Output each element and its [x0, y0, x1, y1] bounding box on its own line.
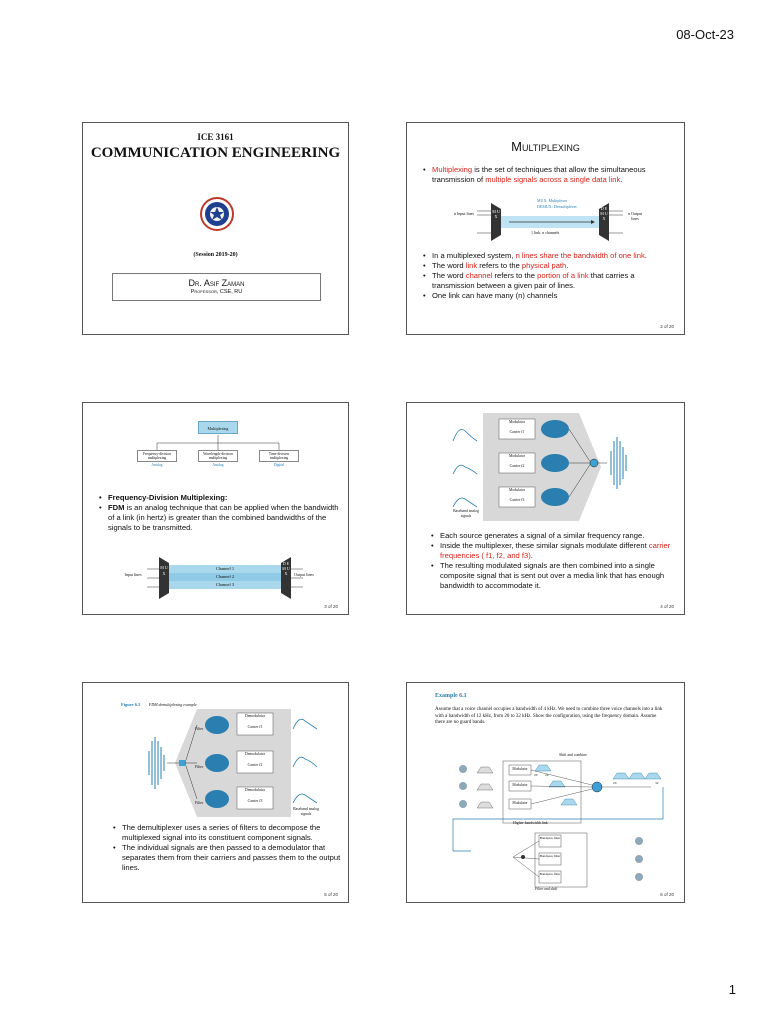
slide-fdm-process [406, 402, 685, 615]
fdm-channel-diagram [121, 553, 314, 603]
demux-label: D E M U X [600, 206, 608, 221]
author-role: Professor, CSE, RU [190, 289, 243, 295]
page-number: 1 [728, 982, 736, 997]
course-code: ICE 3161 [197, 132, 234, 142]
bullet-list [421, 251, 676, 301]
bullet-list [429, 531, 681, 591]
intro-bullet [421, 165, 676, 185]
slide-multiplexing [406, 122, 685, 335]
slide-title [82, 122, 349, 335]
slide-title: Multiplexing [511, 139, 580, 154]
bullet-item: • FDM is an analog technique that can be applied when the bandwidth of a link (in hertz) is greater than the combined bandwidths of the signals to be transmitted. [97, 503, 342, 533]
filter-3-label: Filter [195, 801, 204, 805]
modulator-3: Modulator Carrier f3 [508, 488, 526, 502]
bullet-item: • The word channel refers to the portion of a link that carries a transmission between a given pair of lines. [421, 271, 676, 291]
slide-number: 3 of 20 [324, 604, 338, 609]
bullet-item: • One link can have many (n) channels [421, 291, 676, 301]
fdm-modulation-diagram [451, 411, 641, 523]
tick-24a: 24 [545, 773, 549, 777]
tree-root: Multiplexing [198, 421, 238, 434]
bullet-item: • The word link refers to the physical path. [421, 261, 676, 271]
demux-label: D E M U X [282, 561, 290, 576]
input-lines-label: Input lines [124, 572, 142, 577]
slide-number: 4 of 20 [660, 604, 674, 609]
author-name: Dr. Asif Zaman [188, 278, 245, 288]
taxonomy-tree [133, 419, 303, 479]
output-lines-label: Output lines [294, 572, 314, 577]
tree-node-tdm: Time-division multiplexing Digital [259, 450, 299, 467]
fdm-demux-diagram [121, 707, 321, 819]
bullet-rest: is an analog technique that can be applied when the bandwidth of a link (in hertz) is greater than the combined bandwidths of the signals to be transmitted. [108, 503, 339, 532]
mux-diagram [451, 197, 646, 247]
baseband-label: Baseband analog signals [453, 509, 479, 518]
tree-node-fdm: Frequency-division multiplexing Analog [137, 450, 177, 467]
course-title: COMMUNICATION ENGINEERING [90, 145, 341, 161]
demodulator-3: Demodulator Carrier f3 [244, 788, 266, 803]
bullet-item: • Frequency-Division Multiplexing: [97, 493, 342, 503]
modulator-3: Modulator [512, 801, 528, 805]
bullet-list [97, 493, 342, 533]
slide-number: 5 of 20 [324, 892, 338, 897]
slide-number: 6 of 20 [660, 892, 674, 897]
filter-2-label: Filter [195, 765, 204, 769]
bullet-item: • Inside the multiplexer, these similar signals modulate different carrier frequencies ( f1, f2, and f3). [429, 541, 681, 561]
bandpass-1: Bandpass filter [539, 836, 561, 840]
example-diagram [451, 749, 671, 891]
session: (Session 2019-20) [193, 252, 238, 258]
university-logo-icon [200, 197, 234, 231]
output-lines-label: n Output lines [627, 211, 643, 221]
bullet-item: • The demultiplexer uses a series of filters to decompose the multiplexed signal into its constituent component signals. [111, 823, 343, 843]
slide-fdm [82, 402, 349, 615]
mux-label: M U X [160, 565, 168, 576]
channel-1-label: Channel 1 [215, 566, 235, 571]
legend-demux: DEMUX: Demultiplexer [537, 204, 577, 209]
link-label: 1 link, n channels [531, 230, 560, 235]
tick-20a: 20 [534, 773, 538, 777]
bullet-item: • Multiplexing is the set of techniques that allow the simultaneous transmission of multiple signals across a single data link. [421, 165, 676, 185]
figure-caption: Figure 6.5 FDM demultiplexing example [121, 702, 197, 707]
modulator-1: Modulator Carrier f1 [508, 420, 526, 434]
input-lines-label: n Input lines [454, 211, 474, 216]
modulator-2: Modulator [512, 783, 528, 787]
modulator-2: Modulator Carrier f2 [508, 454, 526, 468]
author-box [112, 273, 321, 301]
bandpass-3: Bandpass filter [539, 872, 561, 876]
shift-combine-label: Shift and combine [559, 753, 587, 757]
example-text: Assume that a voice channel occupies a bandwidth of 4 kHz. We need to combine three voice channels into a link with a bandwidth of 12 kHz, from 20 to 32 kHz. Show the configuration, using the frequency domain. Assume there are no guard bands. [435, 707, 663, 725]
link-label: Higher-bandwidth link [513, 821, 548, 825]
filter-shift-label: Filter and shift [535, 887, 558, 891]
bullet-item: • The resulting modulated signals are then combined into a single composite signal that is sent out over a media link that has enough bandwidth to accommodate it. [429, 561, 681, 591]
example-title: Example 6.1 [435, 693, 467, 699]
tick-20b: 20 [613, 781, 617, 785]
slide-fdm-demux [82, 682, 349, 903]
slide-example [406, 682, 685, 903]
bandpass-2: Bandpass filter [539, 854, 561, 858]
filter-1-label: Filter [195, 727, 204, 731]
tick-32: 32 [655, 781, 659, 785]
channel-2-label: Channel 2 [215, 574, 235, 579]
channel-3-label: Channel 3 [215, 582, 235, 587]
bullet-item: • Each source generates a signal of a similar frequency range. [429, 531, 681, 541]
bullet-item: • In a multiplexed system, n lines share the bandwidth of one link. [421, 251, 676, 261]
slide-number: 2 of 20 [660, 324, 674, 329]
bullet-item: • The individual signals are then passed to a demodulator that separates them from their carriers and passes them to the output lines. [111, 843, 343, 873]
baseband-label: Baseband analog signals [293, 807, 319, 816]
mux-label: M U X [492, 209, 500, 219]
demodulator-2: Demodulator Carrier f2 [244, 752, 266, 767]
bullet-list [111, 823, 343, 873]
tree-node-wdm: Wavelength-division multiplexing Analog [198, 450, 238, 467]
page-date: 08-Oct-23 [676, 27, 734, 42]
demodulator-1: Demodulator Carrier f1 [244, 714, 266, 729]
modulator-1: Modulator [512, 767, 528, 771]
legend-mux: MUX: Multiplexer [537, 198, 568, 203]
